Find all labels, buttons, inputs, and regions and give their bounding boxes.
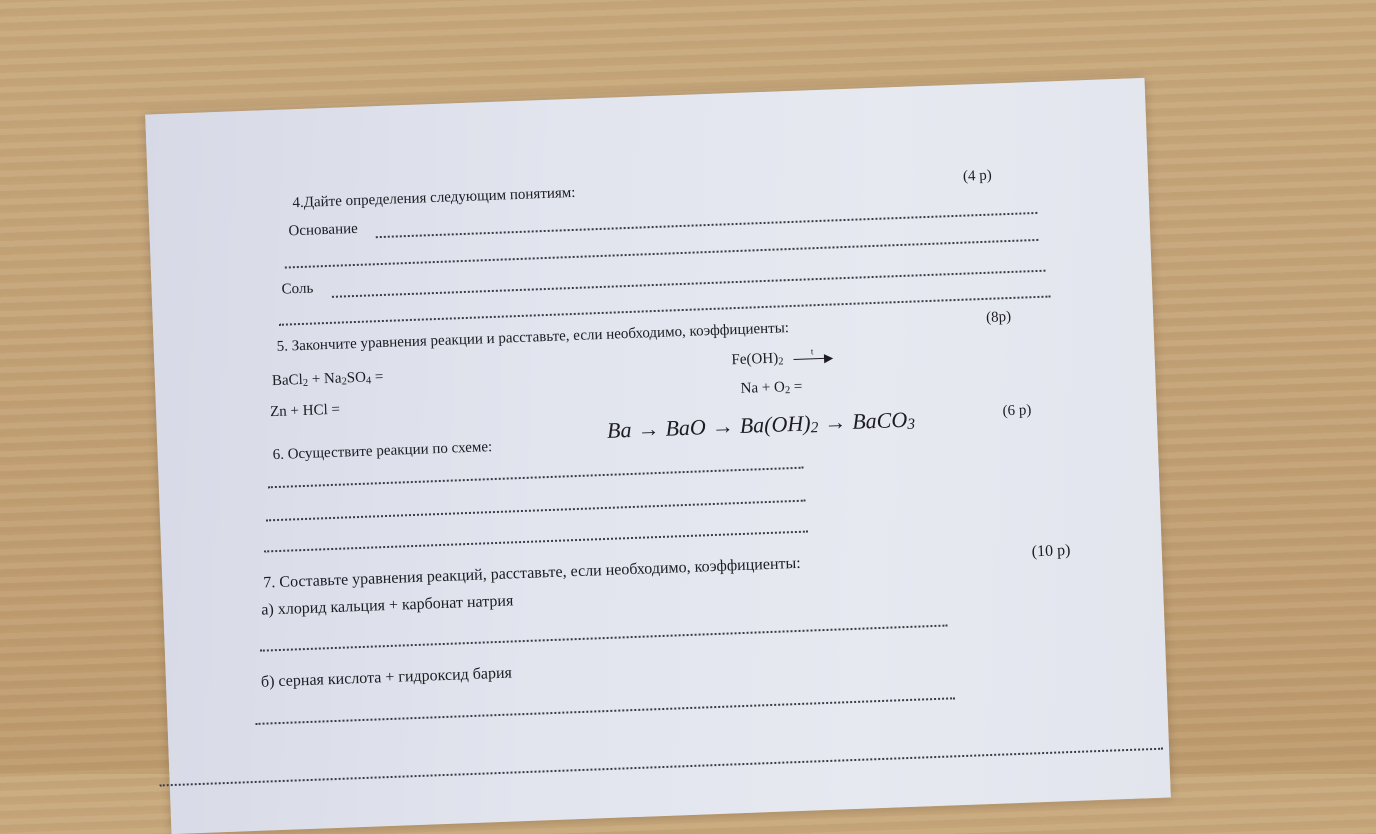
answer-line — [266, 500, 806, 522]
reaction-arrow-icon: ▶ t — [793, 357, 833, 358]
task5-equation-4: $Na + O_2$ = — [740, 378, 803, 397]
task5-equation-1: BaCl$_2$ + $Na_2SO_4$ = — [271, 369, 384, 390]
task4-term-base: Основание — [288, 220, 359, 240]
task5-title: 5. Закончите уравнения реакции и расставьте, если необходимо, коэффициенты: — [276, 320, 790, 355]
page-edge-perforation — [160, 748, 1163, 787]
arrow-icon: → — [823, 409, 847, 435]
answer-line — [279, 296, 1051, 326]
task7-item-b: б) серная кислота + гидроксид бария — [260, 664, 513, 691]
answer-line — [264, 531, 808, 553]
arrow-icon: → — [711, 413, 735, 440]
task4-points: (4 р) — [962, 167, 992, 185]
task7-item-a: а) хлорид кальция + карбонат натрия — [261, 592, 514, 619]
task5-equation-3: $Fe(OH)_2$ ▶ t — [731, 345, 834, 369]
task6-points: (6 р) — [1002, 402, 1032, 420]
arrow-icon: → — [637, 415, 660, 442]
task5-equation-2: Zn + HCl = — [269, 401, 341, 421]
task7-points: (10 р) — [1031, 541, 1071, 561]
task7-title: 7. Составьте уравнения реакций, расставьте, если необходимо, коэффициенты: — [263, 554, 801, 592]
answer-line — [256, 697, 956, 725]
answer-line — [376, 212, 1038, 238]
task6-title: 6. Осуществите реакции по схеме: — [272, 439, 493, 464]
answer-line — [285, 239, 1039, 269]
task5-points: (8р) — [985, 308, 1012, 326]
answer-line — [260, 625, 948, 652]
worksheet-paper — [145, 78, 1171, 834]
task4-title: 4.Дайте определения следующим понятиям: — [292, 184, 576, 212]
task6-scheme: Ba → BaO → $Ba(OH)_2$ → BaCO$_3$ — [606, 406, 916, 443]
answer-line — [268, 467, 804, 489]
task4-term-salt: Соль — [281, 280, 314, 298]
answer-line — [332, 270, 1046, 298]
